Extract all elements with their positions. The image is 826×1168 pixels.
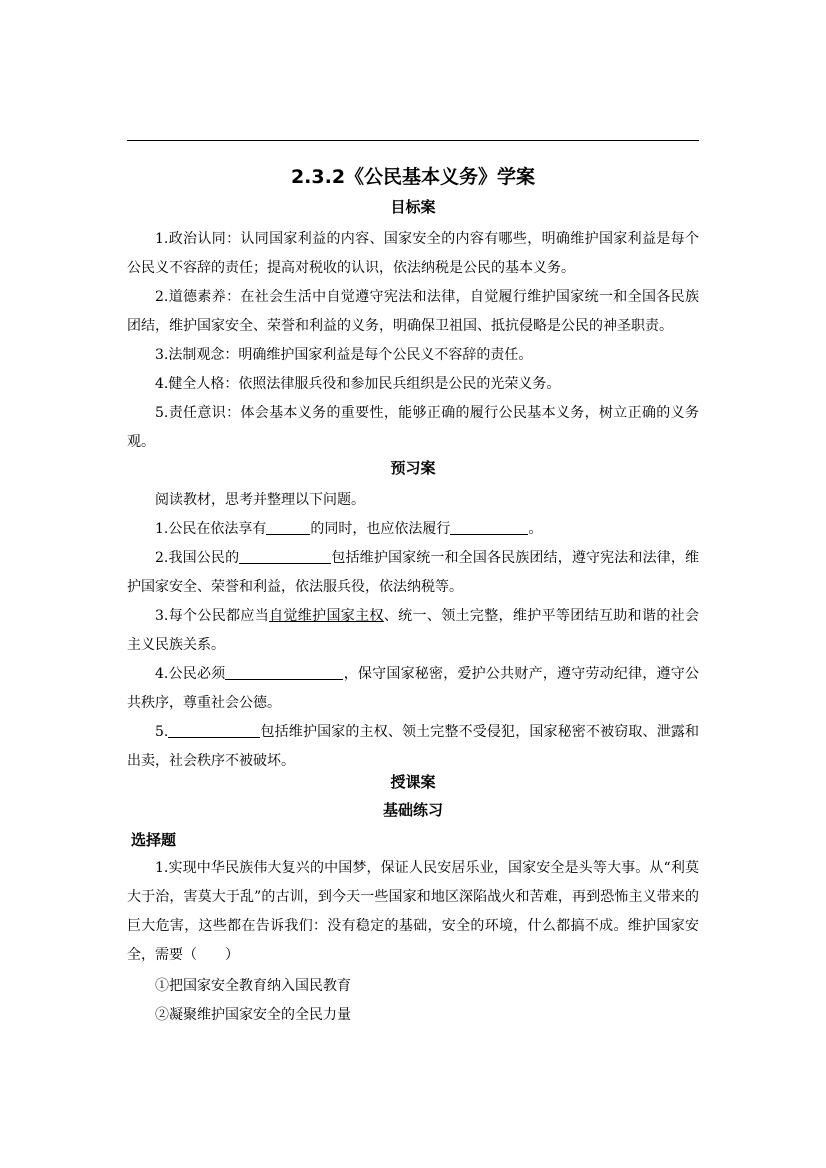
lesson-subheading: 基础练习 <box>382 801 443 819</box>
preview-question-2: 2.我国公民的 包括维护国家统一和全国各民族团结，遵守宪法和法律，维护国家安全、荣誉和利益，依法服兵役，依法纳税等。 <box>127 544 699 602</box>
choice-question-1: 1.实现中华民族伟大复兴的中国梦，保证人民安居乐业，国家安全是头等大事。从“利莫大于治，害莫大于乱”的古训，到今天一些国家和地区深陷战火和苦难，再到恐怖主义带来的巨大危害，这些都在告诉我们：没有稳定的基础，安全的环境，什么都搞不成。维护国家安全，需要（ ） <box>127 860 699 963</box>
document-title: 2.3.2《公民基本义务》学案 <box>290 166 536 188</box>
goal-item-1: 1.政治认同：认同国家利益的内容、国家安全的内容有哪些，明确维护国家利益是每个公民义不容辞的责任；提高对税收的认识，依法纳税是公民的基本义务。 <box>127 231 699 276</box>
choice-option: ②凝聚维护国家安全的全民力量 <box>155 1007 351 1023</box>
goal-item-4: 4.健全人格：依照法律服兵役和参加民兵组织是公民的光荣义务。 <box>155 376 561 392</box>
answer-blank[interactable] <box>225 663 343 680</box>
goal-item-5: 5.责任意识：体会基本义务的重要性，能够正确的履行公民基本义务，树立正确的义务观。 <box>127 405 699 450</box>
goal-heading: 目标案 <box>390 198 436 216</box>
lesson-heading: 授课案 <box>390 773 436 791</box>
answer-blank[interactable] <box>266 518 310 535</box>
goal-item-2: 2.道德素养：在社会生活中自觉遵守宪法和法律，自觉履行维护国家统一和全国各民族团结，维护国家安全、荣誉和利益的义务，明确保卫祖国、抵抗侵略是公民的神圣职责。 <box>127 289 699 334</box>
question-type-label: 选择题 <box>131 831 177 849</box>
preview-heading: 预习案 <box>390 459 436 477</box>
answer-blank[interactable] <box>450 518 528 535</box>
goal-item-3: 3.法制观念：明确维护国家利益是每个公民义不容辞的责任。 <box>155 347 533 363</box>
preview-question-4: 4.公民必须 ，保守国家秘密，爱护公共财产，遵守劳动纪律，遵守公共秩序，尊重社会公德。 <box>127 660 699 718</box>
preview-question-5: 5. 包括维护国家的主权、领土完整不受侵犯，国家秘密不被窃取、泄露和出卖，社会秩序不被破坏。 <box>127 718 699 776</box>
preview-intro: 阅读教材，思考并整理以下问题。 <box>155 492 365 508</box>
choice-option: ①把国家安全教育纳入国民教育 <box>155 978 351 994</box>
answer-blank[interactable] <box>168 721 260 738</box>
preview-question-3: 3.每个公民都应当自觉维护国家主权、统一、领土完整，维护平等团结互助和谐的社会主义民族关系。 <box>127 608 700 653</box>
answer-blank[interactable] <box>239 547 331 564</box>
header-rule <box>127 140 699 141</box>
preview-question-1: 1.公民在依法享有 的同时，也应依法履行 。 <box>127 515 699 544</box>
